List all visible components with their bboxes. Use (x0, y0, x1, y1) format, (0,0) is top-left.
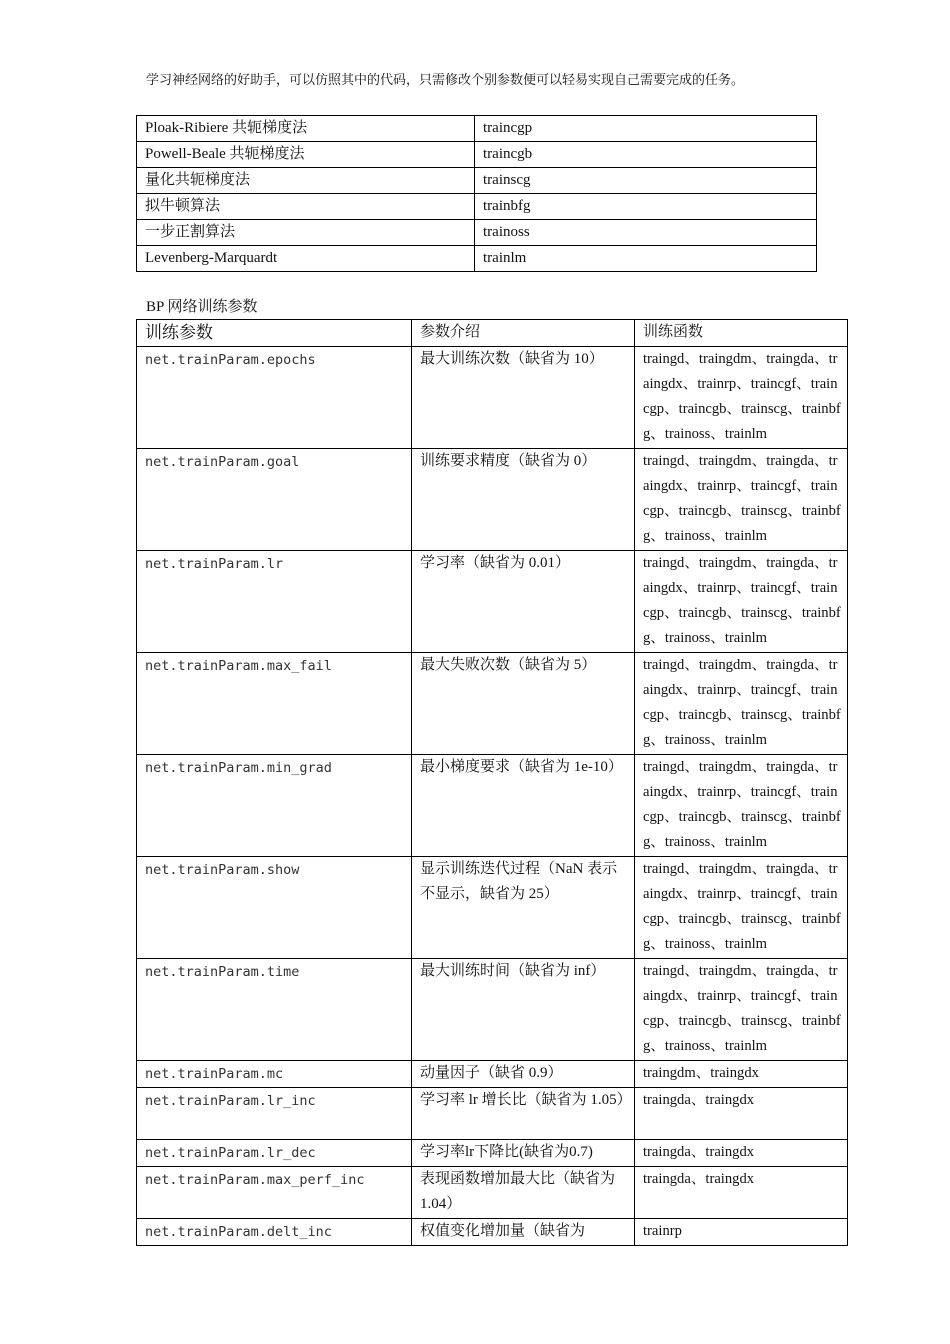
param-desc: 显示训练迭代过程（NaN 表示不显示，缺省为 25） (412, 857, 635, 959)
param-funcs: traingd、traingdm、traingda、traingdx、trainrp、traincgf、traincgp、traincgb、trainscg、trainbfg、trainoss、trainlm (635, 959, 848, 1061)
table-row (137, 653, 848, 755)
param-funcs: traingd、traingdm、traingda、traingdx、trainrp、traincgf、traincgp、traincgb、trainscg、trainbfg、trainoss、trainlm (635, 653, 848, 755)
param-desc: 学习率 lr 增长比（缺省为 1.05） (412, 1088, 635, 1140)
param-name: net.trainParam.max_fail (137, 653, 412, 755)
table-row (137, 1219, 848, 1246)
table-row (137, 168, 817, 194)
param-funcs: traingd、traingdm、traingda、traingdx、trainrp、traincgf、traincgp、traincgb、trainscg、trainbfg、trainoss、trainlm (635, 449, 848, 551)
algorithm-function: trainbfg (475, 194, 817, 220)
param-name: net.trainParam.mc (137, 1061, 412, 1088)
param-desc: 训练要求精度（缺省为 0） (412, 449, 635, 551)
param-desc: 学习率（缺省为 0.01） (412, 551, 635, 653)
algorithm-name: Levenberg-Marquardt (137, 246, 475, 272)
param-funcs: trainrp (635, 1219, 848, 1246)
param-desc: 最大训练次数（缺省为 10） (412, 347, 635, 449)
table-row (137, 551, 848, 653)
param-desc: 学习率lr下降比(缺省为0.7) (412, 1140, 635, 1167)
table-row (137, 347, 848, 449)
table-row (137, 220, 817, 246)
param-funcs: traingd、traingdm、traingda、traingdx、trainrp、traincgf、traincgp、traincgb、trainscg、trainbfg、trainoss、trainlm (635, 551, 848, 653)
param-name: net.trainParam.time (137, 959, 412, 1061)
algorithm-name: 一步正割算法 (137, 220, 475, 246)
table-row (137, 1140, 848, 1167)
algorithm-function: traincgp (475, 116, 817, 142)
algorithm-function: trainlm (475, 246, 817, 272)
table-row (137, 755, 848, 857)
param-name: net.trainParam.lr (137, 551, 412, 653)
param-desc: 动量因子（缺省 0.9） (412, 1061, 635, 1088)
intro-text: 学习神经网络的好助手，可以仿照其中的代码，只需修改个别参数便可以轻易实现自己需要完成的任务。 (146, 72, 745, 87)
header-funcs: 训练函数 (635, 320, 848, 347)
table-header-row (137, 320, 848, 347)
param-funcs: traingda、traingdx (635, 1140, 848, 1167)
params-caption: BP 网络训练参数 (146, 299, 258, 315)
algorithms-table (136, 115, 817, 272)
table-row (137, 1167, 848, 1219)
table-row (137, 1088, 848, 1140)
table-row (137, 116, 817, 142)
param-funcs: traingda、traingdx (635, 1088, 848, 1140)
algorithm-name: Ploak-Ribiere 共轭梯度法 (137, 116, 475, 142)
param-name: net.trainParam.delt_inc (137, 1219, 412, 1246)
param-name: net.trainParam.max_perf_inc (137, 1167, 412, 1219)
algorithm-name: 量化共轭梯度法 (137, 168, 475, 194)
table-row (137, 1061, 848, 1088)
params-table (136, 319, 848, 1246)
param-funcs: traingda、traingdx (635, 1167, 848, 1219)
param-funcs: traingd、traingdm、traingda、traingdx、trainrp、traincgf、traincgp、traincgb、trainscg、trainbfg、trainoss、trainlm (635, 857, 848, 959)
param-desc: 权值变化增加量（缺省为 (412, 1219, 635, 1246)
header-param: 训练参数 (137, 320, 412, 347)
table-row (137, 449, 848, 551)
param-name: net.trainParam.lr_inc (137, 1088, 412, 1140)
algorithm-function: traincgb (475, 142, 817, 168)
algorithm-function: trainscg (475, 168, 817, 194)
param-funcs: traingd、traingdm、traingda、traingdx、trainrp、traincgf、traincgp、traincgb、trainscg、trainbfg、trainoss、trainlm (635, 347, 848, 449)
table-row (137, 857, 848, 959)
param-funcs: traingdm、traingdx (635, 1061, 848, 1088)
table-row (137, 246, 817, 272)
param-desc: 表现函数增加最大比（缺省为 1.04） (412, 1167, 635, 1219)
algorithm-name: 拟牛顿算法 (137, 194, 475, 220)
table-row (137, 194, 817, 220)
param-name: net.trainParam.lr_dec (137, 1140, 412, 1167)
param-desc: 最小梯度要求（缺省为 1e-10） (412, 755, 635, 857)
header-desc: 参数介绍 (412, 320, 635, 347)
param-name: net.trainParam.min_grad (137, 755, 412, 857)
param-funcs: traingd、traingdm、traingda、traingdx、trainrp、traincgf、traincgp、traincgb、trainscg、trainbfg、trainoss、trainlm (635, 755, 848, 857)
param-desc: 最大失败次数（缺省为 5） (412, 653, 635, 755)
algorithm-function: trainoss (475, 220, 817, 246)
param-name: net.trainParam.epochs (137, 347, 412, 449)
table-row (137, 142, 817, 168)
algorithm-name: Powell-Beale 共轭梯度法 (137, 142, 475, 168)
param-desc: 最大训练时间（缺省为 inf） (412, 959, 635, 1061)
param-name: net.trainParam.goal (137, 449, 412, 551)
param-name: net.trainParam.show (137, 857, 412, 959)
table-row (137, 959, 848, 1061)
